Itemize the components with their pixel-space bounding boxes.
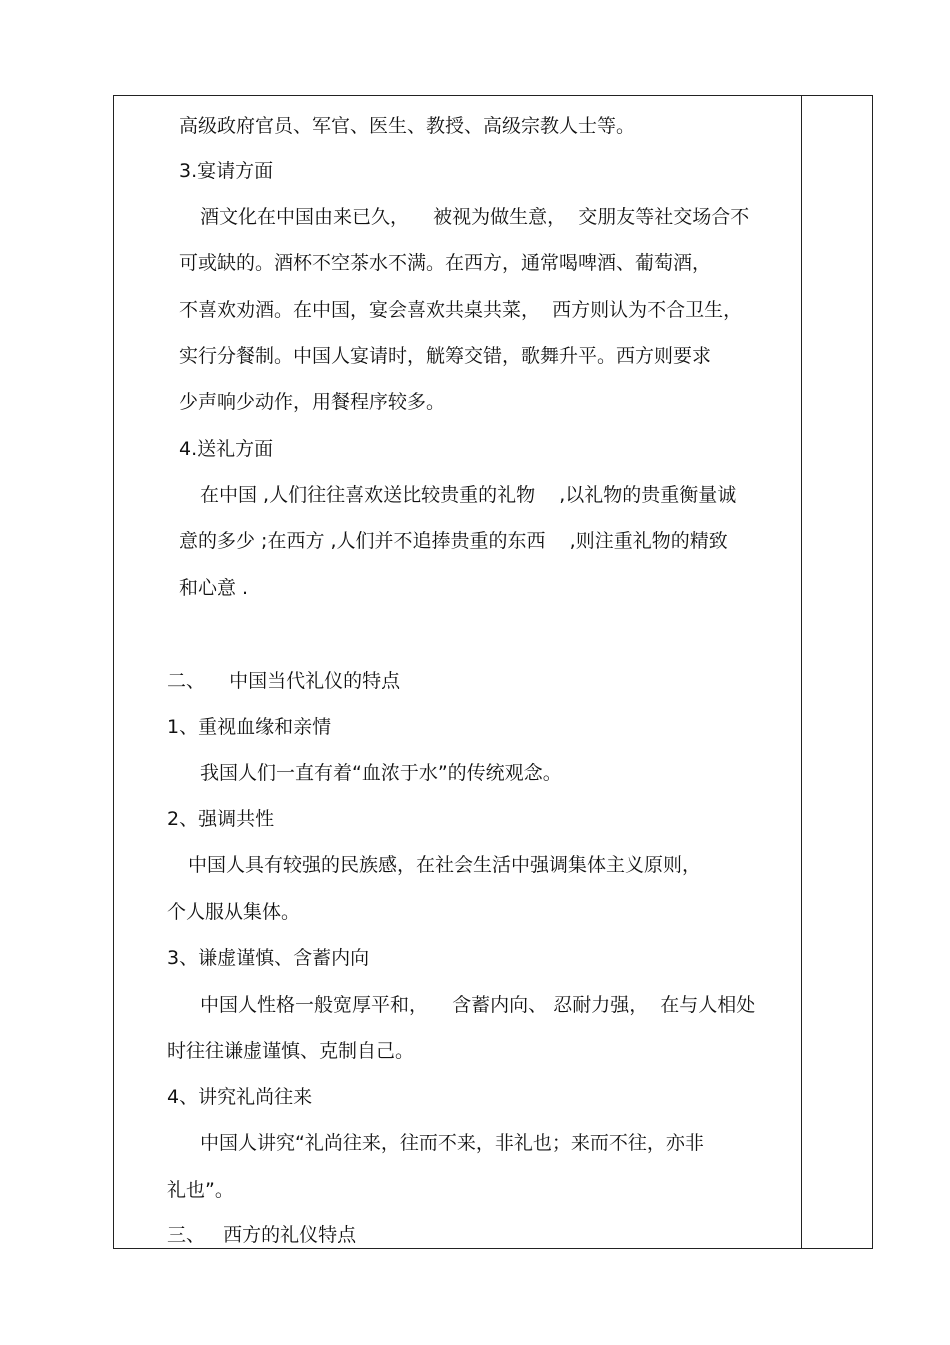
section-heading: 二、 中国当代礼仪的特点 <box>167 670 401 692</box>
sub-heading: 2、强调共性 <box>167 808 275 830</box>
text-line: 我国人们一直有着“血浓于水”的传统观念。 <box>200 762 562 784</box>
sub-heading: 4、讲究礼尚往来 <box>167 1086 313 1108</box>
text-line: 可或缺的。酒杯不空茶水不满。在西方，通常喝啤酒、葡萄酒， <box>179 252 712 274</box>
text-line: 在中国 ,人们往往喜欢送比较贵重的礼物 ,以礼物的贵重衡量诚 <box>200 484 737 506</box>
text-line: 高级政府官员、军官、医生、教授、高级宗教人士等。 <box>179 115 636 137</box>
text-line: 中国人讲究“礼尚往来，往而不来，非礼也；来而不往，亦非 <box>200 1132 704 1154</box>
sub-heading: 3、谦虚谨慎、含蓄内向 <box>167 947 370 969</box>
text-line: 少声响少动作，用餐程序较多。 <box>179 391 446 413</box>
text-line: 酒文化在中国由来已久， 被视为做生意， 交朋友等社交场合不 <box>200 206 750 228</box>
text-line: 意的多少 ;在西方 ,人们并不追捧贵重的东西 ,则注重礼物的精致 <box>179 530 728 552</box>
column-divider <box>801 95 802 1249</box>
text-line: 时往往谦虚谨慎、克制自己。 <box>167 1040 415 1062</box>
text-line: 中国人性格一般宽厚平和， 含蓄内向、 忍耐力强， 在与人相处 <box>200 994 756 1016</box>
section-heading: 三、 西方的礼仪特点 <box>167 1224 357 1246</box>
text-line: 中国人具有较强的民族感，在社会生活中强调集体主义原则， <box>188 854 702 876</box>
text-line: 实行分餐制。中国人宴请时，觥筹交错，歌舞升平。西方则要求 <box>179 345 712 367</box>
section-heading: 3.宴请方面 <box>179 160 274 182</box>
text-line: 个人服从集体。 <box>167 901 301 923</box>
sub-heading: 1、重视血缘和亲情 <box>167 716 332 738</box>
text-line: 不喜欢劝酒。在中国，宴会喜欢共桌共菜， 西方则认为不合卫生， <box>179 299 743 321</box>
text-line: 和心意 . <box>179 577 249 599</box>
text-line: 礼也”。 <box>167 1179 234 1201</box>
section-heading: 4.送礼方面 <box>179 438 274 460</box>
